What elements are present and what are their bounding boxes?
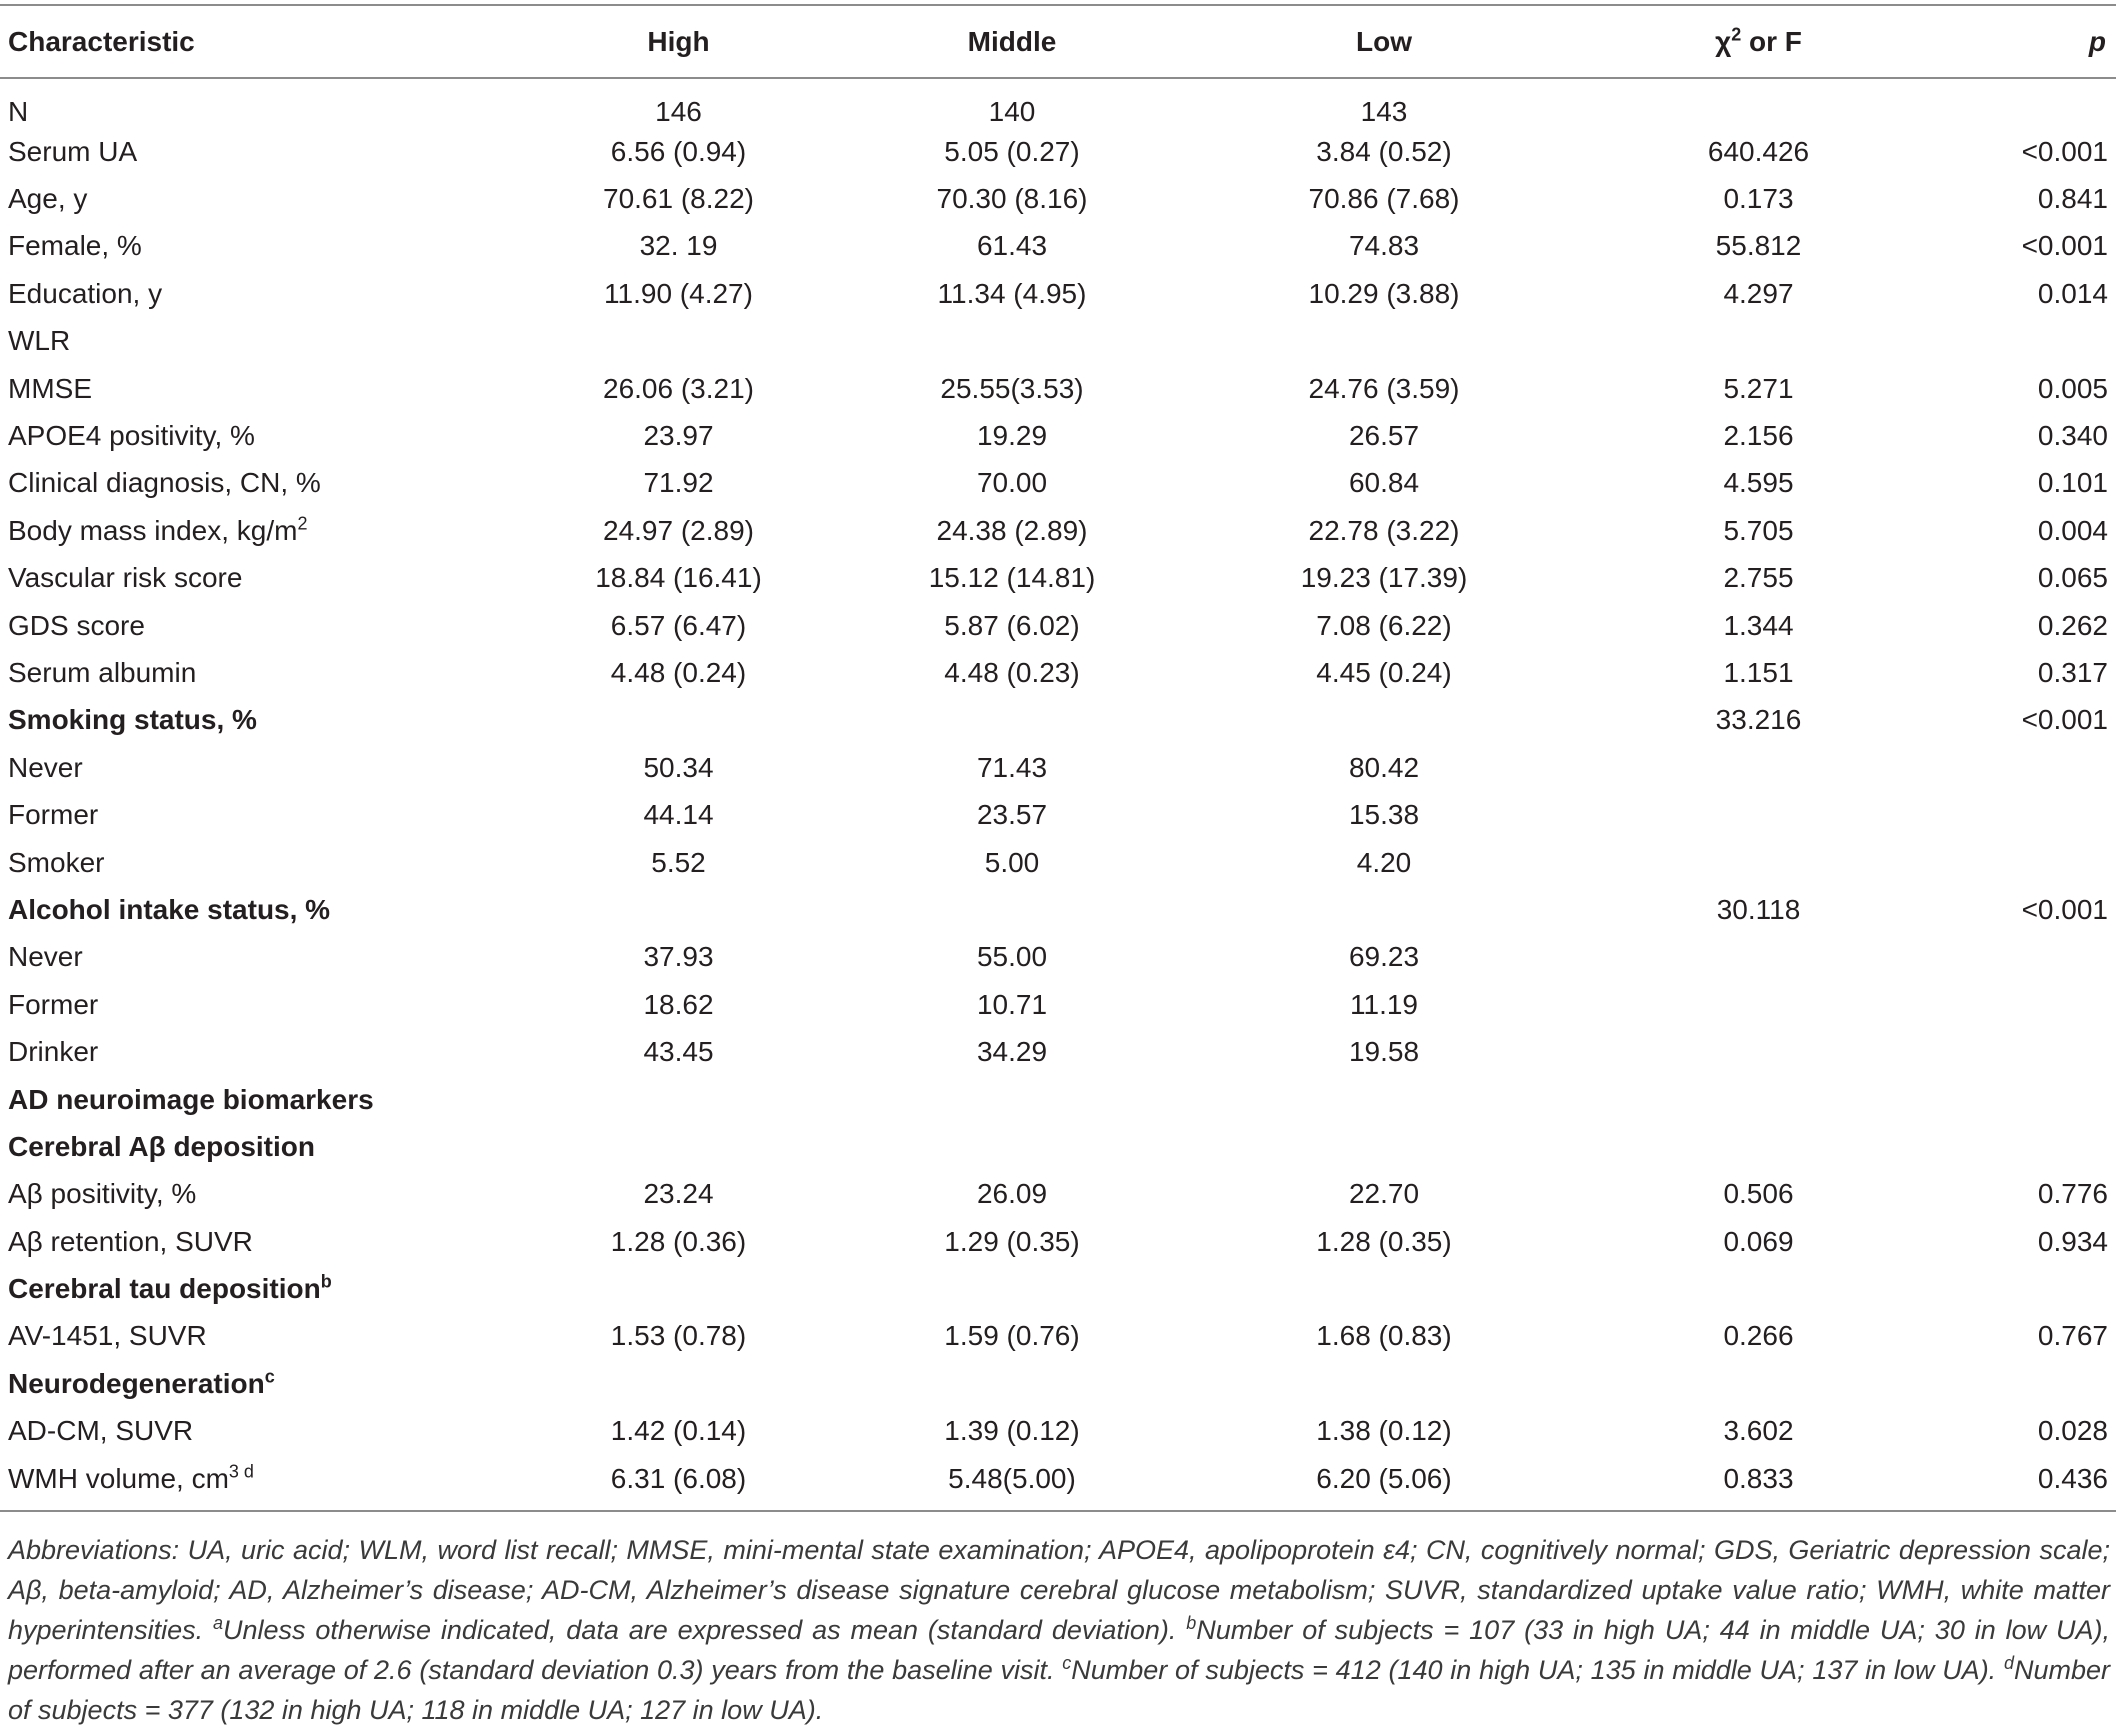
row-label-text: WLR	[8, 325, 71, 357]
cell-middle: 140	[988, 96, 1036, 127]
cell-high: 32. 19	[639, 230, 718, 262]
row-label	[0, 1360, 530, 1407]
table-row	[0, 839, 2116, 886]
cell-p-value	[1946, 80, 2116, 128]
cell-high: 71.92	[643, 467, 714, 499]
row-label-text: Neurodegeneration	[8, 1367, 265, 1399]
cell-p-value	[1946, 791, 2116, 838]
row-label	[0, 175, 530, 222]
cell-low: 1.68 (0.83)	[1316, 1320, 1452, 1352]
cell-p-value	[1946, 1123, 2116, 1170]
cell-p-value	[1946, 744, 2116, 791]
footnote-c-mark: c	[1062, 1653, 1072, 1673]
cell-p-value: <0.001	[2021, 135, 2108, 167]
bottom-rule	[0, 1510, 2116, 1512]
row-label	[0, 1028, 530, 1075]
cell-low: 19.23 (17.39)	[1300, 562, 1468, 594]
header-p: p	[2088, 26, 2106, 57]
cell-middle	[827, 1123, 1197, 1170]
cell-statistic: 0.506	[1723, 1178, 1794, 1210]
cell-middle: 70.30 (8.16)	[936, 183, 1088, 215]
cell-middle: 1.59 (0.76)	[944, 1320, 1080, 1352]
cell-statistic: 0.833	[1723, 1462, 1794, 1494]
cell-p-value	[1946, 318, 2116, 365]
cell-p-value: 0.004	[2037, 514, 2108, 546]
cell-statistic: 55.812	[1715, 230, 1802, 262]
cell-statistic	[1571, 1123, 1946, 1170]
cell-statistic: 640.426	[1707, 135, 1810, 167]
cell-statistic	[1571, 839, 1946, 886]
row-label	[0, 1076, 530, 1123]
cell-high: 43.45	[643, 1036, 714, 1068]
cell-middle	[827, 1360, 1197, 1407]
row-label-text: Education, y	[8, 277, 163, 309]
cell-middle: 1.39 (0.12)	[944, 1415, 1080, 1447]
cell-p-value	[1946, 934, 2116, 981]
row-label-superscript: c	[264, 1366, 275, 1387]
cell-middle	[827, 697, 1197, 744]
cell-high	[530, 1123, 827, 1170]
cell-statistic: 4.297	[1723, 277, 1794, 309]
row-label	[0, 1123, 530, 1170]
cell-high: 6.56 (0.94)	[610, 135, 747, 167]
cell-low: 80.42	[1348, 751, 1420, 783]
cell-p-value: 0.262	[2037, 609, 2108, 641]
row-label	[0, 460, 530, 507]
table-row	[0, 1076, 2116, 1123]
cell-statistic: 1.344	[1723, 609, 1794, 641]
cell-statistic: 4.595	[1723, 467, 1794, 499]
cell-middle: 71.43	[976, 751, 1048, 783]
cell-high: 146	[655, 96, 702, 127]
cell-high	[530, 318, 827, 365]
cell-statistic: 1.151	[1723, 656, 1794, 688]
cell-middle: 24.38 (2.89)	[936, 514, 1088, 546]
row-label	[0, 697, 530, 744]
cell-statistic	[1571, 1076, 1946, 1123]
cell-low: 4.20	[1356, 846, 1412, 878]
cell-high	[530, 886, 827, 933]
cell-statistic	[1571, 1265, 1946, 1312]
row-label	[0, 1265, 530, 1312]
row-label	[0, 507, 530, 554]
header-row	[0, 0, 2116, 80]
cell-statistic	[1571, 981, 1946, 1028]
row-label	[0, 791, 530, 838]
cell-p-value: 0.317	[2037, 656, 2108, 688]
cell-high: 23.97	[643, 420, 714, 452]
cell-middle	[827, 318, 1197, 365]
row-label-text: Drinker	[8, 1036, 99, 1068]
cell-p-value: 0.767	[2037, 1320, 2108, 1352]
cell-low: 4.45 (0.24)	[1316, 656, 1452, 688]
cell-high: 6.31 (6.08)	[610, 1462, 747, 1494]
row-label	[0, 270, 530, 317]
row-label-text: Vascular risk score	[8, 562, 243, 594]
cell-middle: 19.29	[976, 420, 1048, 452]
row-label-text: Cerebral Aβ deposition	[8, 1130, 315, 1162]
cell-high: 18.62	[643, 988, 714, 1020]
row-label	[0, 744, 530, 791]
row-label-superscript: b	[320, 1271, 332, 1292]
row-label	[0, 981, 530, 1028]
row-label-superscript: 2	[297, 513, 308, 534]
cell-middle: 55.00	[976, 941, 1048, 973]
cell-low: 1.28 (0.35)	[1316, 1225, 1452, 1257]
row-label	[0, 1408, 530, 1455]
row-label-text: Never	[8, 941, 83, 973]
cell-high: 1.53 (0.78)	[610, 1320, 747, 1352]
cell-p-value: <0.001	[2021, 893, 2108, 925]
row-label	[0, 934, 530, 981]
cell-middle: 1.29 (0.35)	[944, 1225, 1080, 1257]
cell-p-value: 0.028	[2037, 1415, 2108, 1447]
table-row	[0, 128, 2116, 175]
row-label-superscript: 3 d	[228, 1461, 254, 1482]
row-label-text: Former	[8, 799, 99, 831]
cell-middle: 34.29	[976, 1036, 1048, 1068]
cell-p-value: 0.934	[2037, 1225, 2108, 1257]
cell-middle: 10.71	[976, 988, 1048, 1020]
cell-low: 1.38 (0.12)	[1316, 1415, 1452, 1447]
cell-low	[1197, 1360, 1571, 1407]
cell-p-value: 0.776	[2037, 1178, 2108, 1210]
cell-statistic	[1571, 934, 1946, 981]
table-row	[0, 697, 2116, 744]
row-label	[0, 1455, 530, 1502]
footnote-b-text: Number of subjects = 107 (33 in high UA; 44 in middle UA; 30 in low UA), performed after an average of 2.6 (standard deviation 0.3) years from the baseline visit.	[8, 1615, 2110, 1685]
row-label	[0, 223, 530, 270]
row-label-text: WMH volume, cm	[8, 1462, 229, 1494]
cell-high: 4.48 (0.24)	[610, 656, 747, 688]
header-statistic	[1571, 0, 1946, 80]
cell-statistic: 5.705	[1723, 514, 1794, 546]
cell-p-value: 0.101	[2037, 467, 2108, 499]
footnote-c-text: Number of subjects = 412 (140 in high UA; 135 in middle UA; 137 in low UA).	[1071, 1655, 2004, 1685]
table-header	[0, 0, 2116, 80]
cell-statistic: 2.755	[1723, 562, 1794, 594]
table-row	[0, 1313, 2116, 1360]
row-label-text: Female, %	[8, 230, 142, 262]
row-label-text: N	[8, 96, 29, 127]
cell-middle: 5.48(5.00)	[948, 1462, 1076, 1494]
cell-low: 22.70	[1348, 1178, 1420, 1210]
row-label	[0, 886, 530, 933]
cell-high	[530, 697, 827, 744]
header-characteristic: Characteristic	[8, 26, 195, 57]
cell-middle: 26.09	[976, 1178, 1048, 1210]
cell-high: 44.14	[643, 799, 714, 831]
footnote-abbreviations: Abbreviations: UA, uric acid; WLM, word list recall; MMSE, mini-mental state examination; APOE4, apolipoprotein ε4; CN, cognitively normal; GDS, Geriatric depression scale; Aβ, beta-amyloid; AD, Alzheimer’s disease; AD-CM, Alzheimer’s disease signature cerebral glucose metabolism; SUVR, standardized uptake value ratio; WMH, white matter hyperintensities.	[8, 1535, 2110, 1645]
row-label-text: APOE4 positivity, %	[8, 420, 255, 452]
cell-statistic	[1571, 791, 1946, 838]
table-row	[0, 744, 2116, 791]
cell-low: 3.84 (0.52)	[1316, 135, 1452, 167]
footnote-d-mark: d	[2003, 1653, 2014, 1673]
table-row	[0, 175, 2116, 222]
cell-middle: 15.12 (14.81)	[928, 562, 1096, 594]
cell-low: 6.20 (5.06)	[1316, 1462, 1452, 1494]
row-label	[0, 128, 530, 175]
row-label	[0, 1171, 530, 1218]
cell-high: 70.61 (8.22)	[603, 183, 754, 215]
cell-middle: 25.55(3.53)	[940, 372, 1084, 404]
cell-p-value: 0.340	[2037, 420, 2108, 452]
row-label-text: Clinical diagnosis, CN, %	[8, 467, 321, 499]
cell-statistic	[1571, 318, 1946, 365]
cell-high: 37.93	[643, 941, 714, 973]
cell-middle: 61.43	[976, 230, 1048, 262]
cell-high: 23.24	[643, 1178, 714, 1210]
cell-high	[530, 1360, 827, 1407]
cell-p-value: <0.001	[2021, 704, 2108, 736]
cell-statistic: 30.118	[1716, 893, 1801, 925]
footnote-a-mark: a	[212, 1613, 223, 1633]
table-row	[0, 80, 2116, 128]
cell-statistic	[1571, 80, 1946, 128]
row-label-text: Former	[8, 988, 99, 1020]
cell-high: 5.52	[651, 846, 706, 878]
row-label-text: AV-1451, SUVR	[8, 1320, 207, 1352]
cell-high	[530, 1265, 827, 1312]
table-row	[0, 412, 2116, 459]
cell-middle	[827, 1265, 1197, 1312]
cell-low: 74.83	[1348, 230, 1420, 262]
cell-high	[530, 1076, 827, 1123]
cell-p-value: 0.014	[2037, 277, 2108, 309]
row-label-text: Alcohol intake status, %	[8, 893, 331, 925]
table-footnote	[8, 1530, 2110, 1730]
cell-high: 1.42 (0.14)	[610, 1415, 747, 1447]
table-body	[0, 80, 2116, 1502]
row-label-text: Smoker	[8, 846, 105, 878]
cell-low	[1197, 886, 1571, 933]
table-row	[0, 886, 2116, 933]
header-middle: Middle	[967, 26, 1057, 57]
cell-p-value: 0.436	[2037, 1462, 2108, 1494]
cell-low: 19.58	[1348, 1036, 1420, 1068]
row-label	[0, 649, 530, 696]
cell-low: 11.19	[1350, 988, 1418, 1020]
row-label	[0, 839, 530, 886]
table-row	[0, 365, 2116, 412]
cell-p-value	[1946, 1076, 2116, 1123]
footnote-b-mark: b	[1186, 1613, 1197, 1633]
cell-high: 18.84 (16.41)	[595, 562, 762, 594]
cell-high: 26.06 (3.21)	[603, 372, 754, 404]
cell-low	[1197, 1265, 1571, 1312]
table-row	[0, 223, 2116, 270]
row-label-text: GDS score	[8, 609, 145, 641]
cell-low	[1197, 318, 1571, 365]
cell-low: 10.29 (3.88)	[1308, 277, 1460, 309]
cell-statistic: 33.216	[1715, 704, 1802, 736]
row-label-text: Body mass index, kg/m	[8, 514, 298, 546]
cell-low	[1197, 1123, 1571, 1170]
row-label-text: Aβ retention, SUVR	[8, 1225, 253, 1257]
cell-low: 15.38	[1348, 799, 1420, 831]
header-low: Low	[1356, 26, 1412, 57]
table-row	[0, 1123, 2116, 1170]
row-label	[0, 1313, 530, 1360]
cell-p-value	[1946, 1028, 2116, 1075]
header-statistic-sup: 2	[1731, 24, 1742, 45]
cell-statistic: 2.156	[1723, 420, 1794, 452]
cell-statistic: 0.173	[1723, 183, 1794, 215]
header-statistic-rest: or F	[1741, 26, 1802, 57]
row-label	[0, 555, 530, 602]
cell-low: 7.08 (6.22)	[1316, 609, 1452, 641]
cell-low	[1197, 697, 1571, 744]
row-label-text: Cerebral tau deposition	[8, 1273, 321, 1305]
cell-p-value	[1946, 981, 2116, 1028]
cell-statistic	[1571, 744, 1946, 791]
table-row	[0, 555, 2116, 602]
row-label	[0, 412, 530, 459]
row-label	[0, 1218, 530, 1265]
cell-middle: 23.57	[976, 799, 1048, 831]
row-label-text: AD-CM, SUVR	[8, 1415, 194, 1447]
cell-low: 70.86 (7.68)	[1308, 183, 1460, 215]
table-row	[0, 981, 2116, 1028]
table-row	[0, 1171, 2116, 1218]
row-label	[0, 602, 530, 649]
table-row	[0, 791, 2116, 838]
row-label	[0, 80, 530, 128]
cell-statistic: 0.069	[1723, 1225, 1794, 1257]
footnote-d-text: Number of subjects = 377 (132 in high UA; 118 in middle UA; 127 in low UA).	[8, 1655, 2111, 1725]
cell-high: 50.34	[643, 751, 714, 783]
row-label-text: Never	[8, 751, 83, 783]
cell-p-value: 0.065	[2037, 562, 2108, 594]
cell-statistic: 0.266	[1723, 1320, 1794, 1352]
row-label-text: Serum albumin	[8, 656, 197, 688]
cell-middle	[827, 1076, 1197, 1123]
row-label-text: AD neuroimage biomarkers	[8, 1083, 374, 1115]
cell-statistic: 3.602	[1723, 1415, 1794, 1447]
cell-middle	[827, 886, 1197, 933]
cell-p-value	[1946, 1265, 2116, 1312]
cell-high: 11.90 (4.27)	[604, 277, 753, 309]
row-label-text: Serum UA	[8, 135, 138, 167]
cell-p-value: 0.005	[2037, 372, 2108, 404]
cell-p-value: <0.001	[2021, 230, 2108, 262]
cell-low: 69.23	[1348, 941, 1420, 973]
table-row	[0, 507, 2116, 554]
cell-high: 6.57 (6.47)	[610, 609, 747, 641]
table-row	[0, 602, 2116, 649]
table-row	[0, 1218, 2116, 1265]
cell-low: 24.76 (3.59)	[1308, 372, 1460, 404]
header-statistic-chi: χ	[1715, 26, 1732, 57]
cell-low	[1197, 1076, 1571, 1123]
cell-middle: 4.48 (0.23)	[944, 656, 1080, 688]
row-label-text: Aβ positivity, %	[8, 1178, 197, 1210]
cell-high: 24.97 (2.89)	[603, 514, 754, 546]
table-row	[0, 270, 2116, 317]
cell-statistic: 5.271	[1723, 372, 1794, 404]
table-row	[0, 1028, 2116, 1075]
table-row	[0, 934, 2116, 981]
cell-high: 1.28 (0.36)	[610, 1225, 747, 1257]
header-high: High	[647, 26, 710, 57]
cell-statistic	[1571, 1360, 1946, 1407]
row-label	[0, 318, 530, 365]
table-row	[0, 1265, 2116, 1312]
table-row	[0, 649, 2116, 696]
table-row	[0, 1360, 2116, 1407]
cell-low: 22.78 (3.22)	[1308, 514, 1460, 546]
table-row	[0, 1455, 2116, 1502]
cell-p-value	[1946, 839, 2116, 886]
cell-middle: 5.05 (0.27)	[944, 135, 1080, 167]
table-row	[0, 318, 2116, 365]
row-label-text: Age, y	[8, 183, 88, 215]
table-row	[0, 1408, 2116, 1455]
cell-statistic	[1571, 1028, 1946, 1075]
table-row	[0, 460, 2116, 507]
cell-low: 26.57	[1348, 420, 1420, 452]
row-label-text: Smoking status, %	[8, 704, 257, 736]
cell-low: 143	[1360, 96, 1408, 127]
cell-middle: 5.87 (6.02)	[944, 609, 1080, 641]
row-label	[0, 365, 530, 412]
cell-low: 60.84	[1348, 467, 1420, 499]
cell-middle: 11.34 (4.95)	[937, 277, 1087, 309]
footnote-a-text: Unless otherwise indicated, data are expressed as mean (standard deviation).	[223, 1615, 1187, 1645]
cell-p-value: 0.841	[2037, 183, 2108, 215]
cell-p-value	[1946, 1360, 2116, 1407]
row-label-text: MMSE	[8, 372, 92, 404]
cell-middle: 5.00	[984, 846, 1040, 878]
cell-middle: 70.00	[976, 467, 1048, 499]
